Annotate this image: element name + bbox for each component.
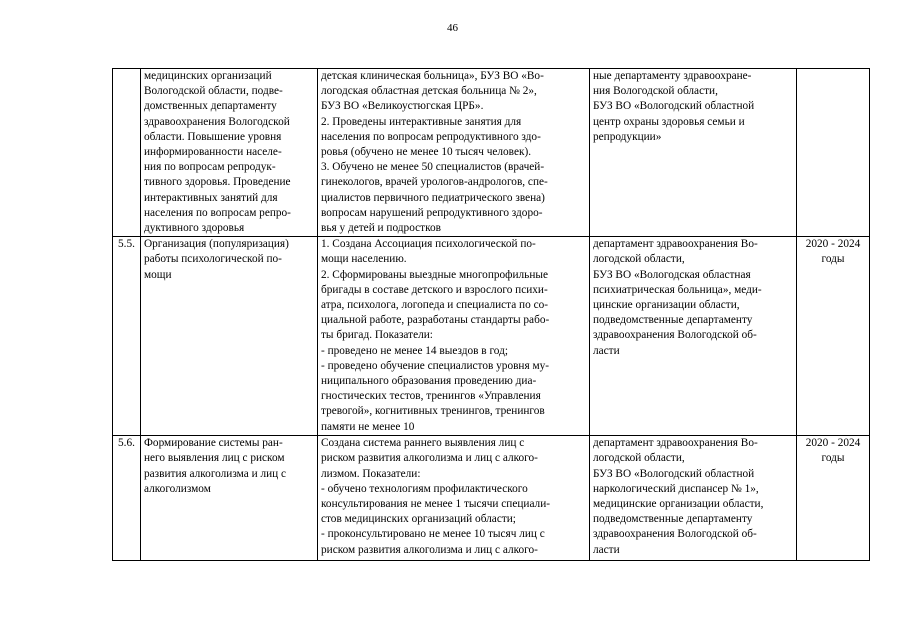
text-line: 5.5. — [118, 238, 135, 251]
text-line: 2020 - 2024 — [805, 238, 861, 251]
text-line: здравоохранения Вологодской об- — [593, 329, 757, 342]
text-line: медицинских организаций — [144, 70, 272, 82]
text-line: цинские организации области, — [593, 299, 740, 312]
text-line: логодская областная детская больница № 2», — [321, 85, 537, 98]
text-line: бригады в составе детского и взрослого психи- — [321, 283, 548, 296]
text-line: ласти — [593, 344, 620, 357]
text-line: БУЗ ВО «Вологодская областная — [593, 268, 751, 281]
text-line: вья у детей и подростков — [321, 222, 441, 235]
text-line: - обучено технологиям профилактического — [321, 482, 528, 495]
text-line: БУЗ ВО «Вологодский областной — [593, 100, 755, 113]
implementation-term — [797, 436, 870, 561]
text-line: риском развития алкоголизма и лиц с алкого- — [321, 452, 538, 465]
text-line: Создана система раннего выявления лиц с — [321, 437, 525, 450]
row-number — [113, 237, 141, 436]
text-line: - проведено не менее 14 выездов в год; — [321, 344, 509, 357]
measure-results — [318, 436, 590, 561]
text-line: циальной работе, разработаны стандарты рабо- — [321, 314, 550, 327]
text-line: детская клиническая больница», БУЗ ВО «Во- — [321, 70, 544, 82]
text-line: ласти — [593, 543, 620, 556]
text-line: гинекологов, врачей урологов-андрологов, спе- — [321, 176, 548, 189]
text-line: ты бригад. Показатели: — [321, 329, 433, 342]
responsible-executors — [590, 69, 797, 237]
text-line: логодской области, — [593, 452, 685, 465]
table-row — [113, 237, 870, 436]
text-line: подведомственные департаменту — [593, 314, 753, 327]
text-line: БУЗ ВО «Вологодский областной — [593, 467, 755, 480]
text-line: центр охраны здоровья семьи и — [593, 115, 745, 128]
text-line: циалистов первичного педиатрического звена) — [321, 191, 545, 204]
text-line: риском развития алкоголизма и лиц с алкого- — [321, 543, 538, 556]
text-line: ные департаменту здравоохране- — [593, 70, 752, 82]
text-line: медицинские организации области, — [593, 498, 764, 511]
row-number — [113, 436, 141, 561]
text-line: населения по вопросам репродуктивного здо- — [321, 130, 541, 143]
measure-results — [318, 237, 590, 436]
text-line: него выявления лиц с риском — [144, 452, 285, 465]
text-line: годы — [821, 253, 845, 266]
text-line: развития алкоголизма и лиц с — [144, 467, 287, 480]
text-line: консультирования не менее 1 тысячи специали- — [321, 498, 551, 511]
text-line: алкоголизмом — [144, 482, 211, 495]
text-line: работы психологической по- — [144, 253, 282, 266]
text-line: Вологодской области, подве- — [144, 85, 283, 98]
responsible-executors — [590, 237, 797, 436]
text-line: тивного здоровья. Проведение — [144, 176, 291, 189]
text-line: Организация (популяризация) — [144, 238, 289, 251]
text-line: домственных департаменту — [144, 100, 277, 113]
text-line: ния Вологодской области, — [593, 85, 718, 98]
text-line: репродукции» — [593, 130, 662, 143]
table-row — [113, 436, 870, 561]
text-line: гностических тестов, тренингов «Управления — [321, 390, 541, 403]
text-line: 2020 - 2024 — [805, 437, 861, 450]
text-line: здравоохранения Вологодской — [144, 115, 290, 128]
text-line: подведомственные департаменту — [593, 513, 753, 526]
text-line: 5.6. — [118, 437, 135, 450]
measures-table — [112, 68, 870, 561]
measure-name — [141, 436, 318, 561]
implementation-term — [797, 237, 870, 436]
text-line: области. Повышение уровня — [144, 130, 282, 143]
text-line: атра, психолога, логопеда и специалиста по со- — [321, 299, 548, 312]
text-line: тревогой», когнитивных тренингов, тренингов — [321, 405, 545, 418]
text-line: 2. Проведены интерактивные занятия для — [321, 115, 522, 128]
text-line: лизмом. Показатели: — [321, 467, 421, 480]
text-line: памяти не менее 10 — [321, 420, 415, 433]
text-line: 1. Создана Ассоциация психологической по- — [321, 238, 536, 251]
text-line: ния по вопросам репродук- — [144, 161, 276, 174]
text-line: БУЗ ВО «Великоустюгская ЦРБ». — [321, 100, 484, 113]
measure-name — [141, 237, 318, 436]
measure-name — [141, 69, 318, 237]
text-line: 3. Обучено не менее 50 специалистов (врачей- — [321, 161, 545, 174]
text-line: психиатрическая больница», меди- — [593, 283, 762, 296]
table-row — [113, 69, 870, 237]
text-line: дуктивного здоровья — [144, 222, 245, 235]
text-line: наркологический диспансер № 1», — [593, 482, 759, 495]
text-line: населения по вопросам репро- — [144, 206, 291, 219]
text-line: мощи — [144, 268, 172, 281]
text-line: годы — [821, 452, 845, 465]
page-number: 46 — [447, 22, 458, 34]
text-line: мощи населению. — [321, 253, 407, 266]
text-line: вопросам нарушений репродуктивного здоро- — [321, 206, 543, 219]
measure-results — [318, 69, 590, 237]
text-line: информированности населе- — [144, 146, 282, 159]
implementation-term — [797, 69, 870, 237]
responsible-executors — [590, 436, 797, 561]
row-number — [113, 69, 141, 237]
text-line: ниципального образования проведению диа- — [321, 375, 537, 388]
text-line: департамент здравоохранения Во- — [593, 437, 758, 450]
text-line: - проведено обучение специалистов уровня му- — [321, 359, 550, 372]
text-line: Формирование системы ран- — [144, 437, 283, 450]
text-line: интерактивных занятий для — [144, 191, 278, 204]
text-line: логодской области, — [593, 253, 685, 266]
text-line: стов медицинских организаций области; — [321, 513, 516, 526]
text-line: здравоохранения Вологодской об- — [593, 528, 757, 541]
text-line: - проконсультировано не менее 10 тысяч лиц с — [321, 528, 545, 541]
text-line: ровья (обучено не менее 10 тысяч человек). — [321, 146, 532, 159]
text-line: 2. Сформированы выездные многопрофильные — [321, 268, 548, 281]
text-line: департамент здравоохранения Во- — [593, 238, 758, 251]
